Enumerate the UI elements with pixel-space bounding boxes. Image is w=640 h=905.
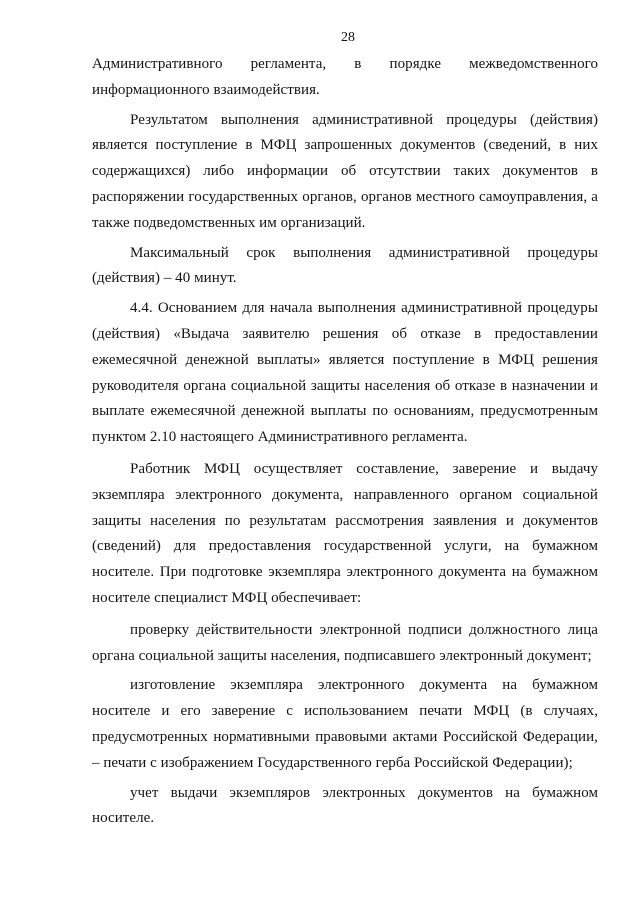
list-item-issue-record: учет выдачи экземпляров электронных документов на бумажном носителе. <box>92 784 598 827</box>
paragraph-section-4-4: 4.4. Основанием для начала выполнения административной процедуры (действия) «Выдача заявителю решения об отказе в предоставлении ежемесячной денежной выплаты» является поступление в МФЦ решения руководителя органа социальной защиты населения об отказе в назначении и выплате ежемесячной денежной выплаты по основаниям, предусмотренным пунктом 2.10 настоящего Административного регламента. <box>92 300 598 446</box>
paragraph-continuation: Административного регламента, в порядке межведомственного информационного взаимодействия. <box>92 56 598 98</box>
paragraph-result: Результатом выполнения административной процедуры (действия) является поступление в МФЦ запрошенных документов (сведений, в них содержащихся) либо информации об отсутствии таких документов в распоряжении государственных органов, органов местного самоуправления, а также подведомственных им организаций. <box>92 111 598 231</box>
paragraph-max-time: Максимальный срок выполнения административной процедуры (действия) – 40 минут. <box>92 244 598 287</box>
list-item-paper-copy: изготовление экземпляра электронного документа на бумажном носителе и его заверение с использованием печати МФЦ (в случаях, предусмотренных нормативными правовыми актами Российской Федерации, – печати с изображением Государственного герба Российской Федерации); <box>92 677 598 771</box>
list-item-signature-check: проверку действительности электронной подписи должностного лица органа социальной защиты населения, подписавшего электронный документ; <box>92 621 598 664</box>
page-number: 28 <box>341 30 355 45</box>
paragraph-mfc-worker: Работник МФЦ осуществляет составление, заверение и выдачу экземпляра электронного документа, направленного органом социальной защиты населения по результатам рассмотрения заявления и документов (сведений) для предоставления государственной услуги, на бумажном носителе. При подготовке экземпляра электронного документа на бумажном носителе специалист МФЦ обеспечивает: <box>92 460 598 606</box>
